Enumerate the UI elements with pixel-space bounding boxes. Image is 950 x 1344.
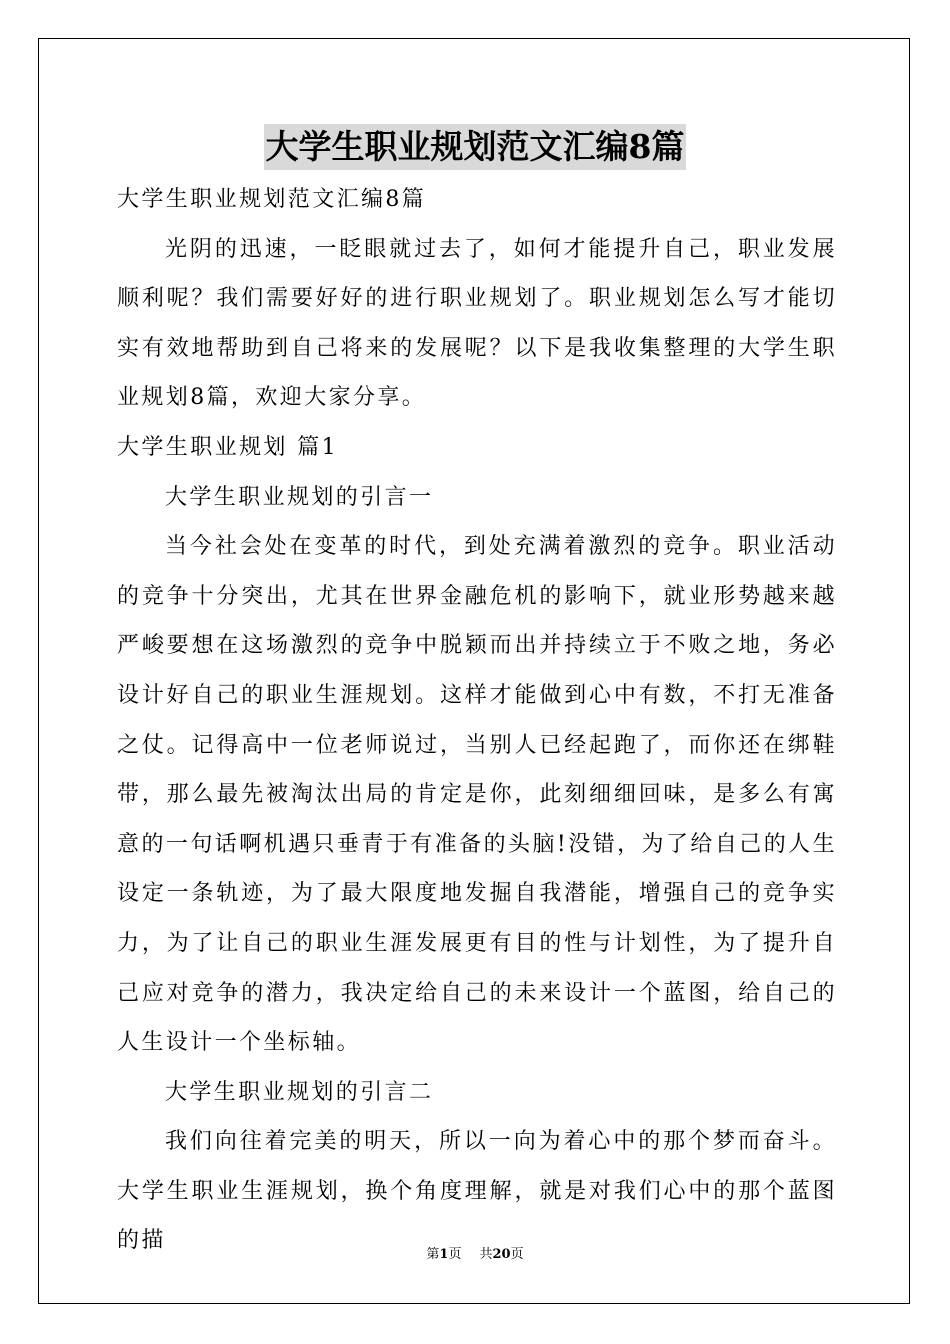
paragraph: 当今社会处在变革的时代，到处充满着激烈的竞争。职业活动的竞争十分突出，尤其在世界金融危机的影响下，就业形势越来越严峻要想在这场激烈的竞争中脱颖而出并持续立于不败之地，务必设计好自己的职业生涯规划。这样才能做到心中有数，不打无准备之仗。记得高中一位老师说过，当别人已经起跑了，而你还在绑鞋带，那么最先被淘汰出局的肯定是你，此刻细细回味，是多么有寓意的一句话啊机遇只垂青于有准备的头脑!没错，为了给自己的人生设定一条轨迹，为了最大限度地发掘自我潜能，增强自己的竞争实力，为了让自己的职业生涯发展更有目的性与计划性，为了提升自己应对竞争的潜力，我决定给自己的未来设计一个蓝图，给自己的人生设计一个坐标轴。 [117, 534, 837, 1056]
subsection-heading: 大学生职业规划的引言二 [165, 1079, 434, 1105]
paragraph: 光阴的迅速，一眨眼就过去了，如何才能提升自己，职业发展顺利呢？我们需要好好的进行职业规划了。职业规划怎么写才能切实有效地帮助到自己将来的发展呢？以下是我收集整理的大学生职业规划8篇，欢迎大家分享。 [117, 236, 837, 411]
paragraph: 我们向往着完美的明天，所以一向为着心中的那个梦而奋斗。大学生职业生涯规划，换个角度理解，就是对我们心中的那个蓝图的描 [117, 1129, 837, 1254]
page-number: 1 [439, 1247, 449, 1262]
paragraph: 大学生职业规划范文汇编8篇 [117, 187, 427, 212]
page-suffix: 页 [448, 1247, 462, 1262]
section-heading: 大学生职业规划 篇1 [117, 434, 338, 460]
document-title: 大学生职业规划范文汇编8篇 [264, 124, 687, 170]
total-suffix: 页 [510, 1247, 524, 1262]
title-container [0, 124, 950, 170]
page-prefix: 第 [426, 1247, 440, 1262]
total-prefix: 共 [479, 1247, 493, 1262]
document-body [117, 175, 837, 1266]
total-pages: 20 [492, 1247, 511, 1262]
page-footer [0, 1246, 950, 1264]
subsection-heading: 大学生职业规划的引言一 [165, 484, 434, 510]
